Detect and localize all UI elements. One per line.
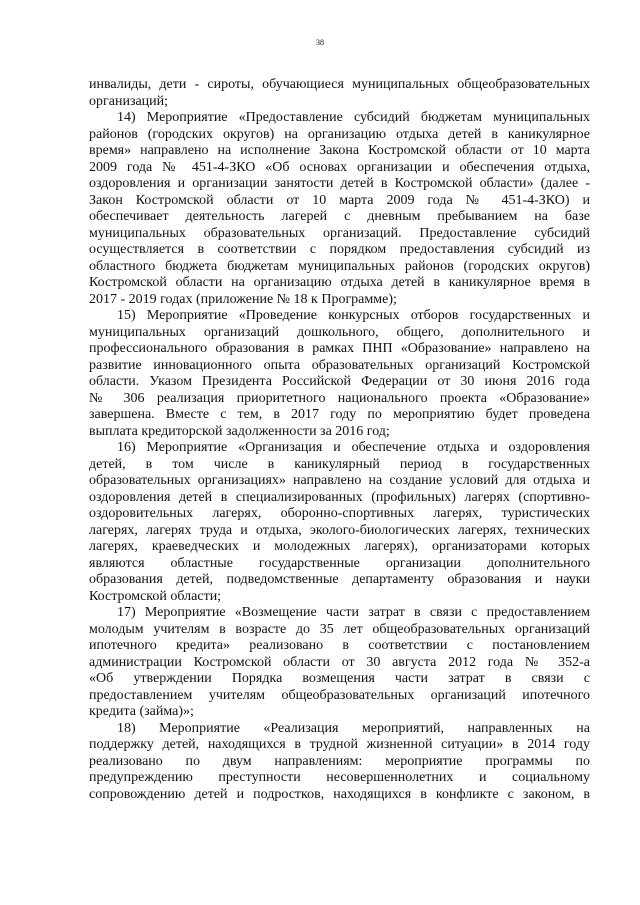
paragraph xyxy=(89,440,590,605)
paragraph-line: обеспечивает деятельность лагерей с дневным пребыванием на базе xyxy=(89,209,590,224)
paragraph-line: сопровождению детей и подростков, находящихся в конфликте с законом, в xyxy=(89,786,590,802)
paragraph-line: оздоровления и организации занятости детей в Костромской области» (далее - xyxy=(89,176,590,191)
paragraph-line: молодым учителям в возрасте до 35 лет общеобразовательных организаций xyxy=(89,621,590,637)
paragraph-line: лагерях, лагерях труда и отдыха, эколого-биологических лагерях, технических xyxy=(89,522,590,538)
paragraph-line: оздоровительных лагерях, оборонно-спортивных лагерях, туристических xyxy=(89,506,590,521)
paragraph-line: областного бюджета бюджетам муниципальных районов (городских округов) xyxy=(89,258,590,274)
paragraph-line: являются областные государственные организации дополнительного xyxy=(89,555,590,571)
paragraph xyxy=(89,721,590,804)
paragraph-line: развитие инновационного опыта образовательных организаций Костромской xyxy=(89,357,590,373)
paragraph-line: Закон Костромской области от 10 марта 2009 года № 451-4-ЗКО) и xyxy=(89,192,590,208)
paragraph-line: 2017 - 2019 годах (приложение № 18 к Программе); xyxy=(89,291,397,307)
paragraph-line: детей, в том числе в каникулярный период в государственных xyxy=(89,456,590,472)
paragraph-line: администрации Костромской области от 30 августа 2012 года № 352-а xyxy=(89,654,590,670)
paragraph-line: предоставлением учителям общеобразовательных организаций ипотечного xyxy=(89,687,590,703)
page-number: 38 xyxy=(316,38,324,47)
paragraph-line: муниципальных образовательных организаций. Предоставление субсидий xyxy=(89,225,590,241)
paragraph-line: лагерях, краеведческих и молодежных лагерях), организаторами которых xyxy=(89,539,590,554)
paragraph-line: 14) Мероприятие «Предоставление субсидий бюджетам муниципальных xyxy=(117,110,590,125)
paragraph-line: инвалиды, дети - сироты, обучающиеся муниципальных общеобразовательных xyxy=(89,77,590,92)
paragraph-line: образования детей, подведомственные департаменту образования и науки xyxy=(89,572,590,587)
paragraph-line: поддержку детей, находящихся в трудной жизненной ситуации» в 2014 году xyxy=(89,737,590,752)
paragraph xyxy=(89,605,590,721)
paragraph-line: выплата кредиторской задолженности за 2016 год; xyxy=(89,423,390,439)
paragraph-line: № 306 реализация приоритетного национального проекта «Образование» xyxy=(89,390,590,406)
paragraph-line: Костромской области; xyxy=(89,588,222,604)
paragraph-line: завершена. Вместе с тем, в 2017 году по мероприятию будет проведена xyxy=(89,407,590,422)
paragraph xyxy=(89,110,590,308)
paragraph-line: осуществляется в соответствии с порядком предоставления субсидий из xyxy=(89,242,590,257)
paragraph-line: кредита (займа)»; xyxy=(89,704,194,719)
paragraph-line: оздоровления детей в специализированных (профильных) лагерях (спортивно- xyxy=(89,489,590,505)
paragraph-line: организаций; xyxy=(89,93,169,109)
paragraph-line: предупреждению преступности несовершеннолетних и социальному xyxy=(89,770,590,785)
document-body xyxy=(89,77,590,803)
paragraph xyxy=(89,77,590,110)
paragraph-line: время» направлено на исполнение Закона Костромской области от 10 марта xyxy=(89,143,590,158)
paragraph-line: 18) Мероприятие «Реализация мероприятий, направленных на xyxy=(117,720,590,736)
paragraph-line: «Об утверждении Порядка возмещения части затрат в связи с xyxy=(89,671,590,686)
paragraph-line: 17) Мероприятие «Возмещение части затрат в связи с предоставлением xyxy=(117,605,590,620)
paragraph-line: образовательных организациях» направлено на создание условий для отдыха и xyxy=(89,473,590,488)
paragraph-line: реализовано по двум направлениям: мероприятие программы по xyxy=(89,753,590,769)
paragraph-line: муниципальных организаций дошкольного, общего, дополнительного и xyxy=(89,324,590,340)
paragraph xyxy=(89,308,590,440)
paragraph-line: области. Указом Президента Российской Федерации от 30 июня 2016 года xyxy=(89,374,590,389)
paragraph-line: районов (городских округов) на организацию отдыха детей в каникулярное xyxy=(89,126,590,142)
paragraph-line: 16) Мероприятие «Организация и обеспечение отдыха и оздоровления xyxy=(117,440,590,455)
paragraph-line: Костромской области на организацию отдыха детей в каникулярное время в xyxy=(89,275,590,290)
paragraph-line: ипотечного кредита» реализовано в соответствии с постановлением xyxy=(89,638,590,653)
paragraph-line: профессионального образования в рамках ПНП «Образование» направлено на xyxy=(89,341,590,356)
paragraph-line: 15) Мероприятие «Проведение конкурсных отборов государственных и xyxy=(117,308,590,323)
paragraph-line: 2009 года № 451-4-ЗКО «Об основах организации и обеспечения отдыха, xyxy=(89,159,590,175)
